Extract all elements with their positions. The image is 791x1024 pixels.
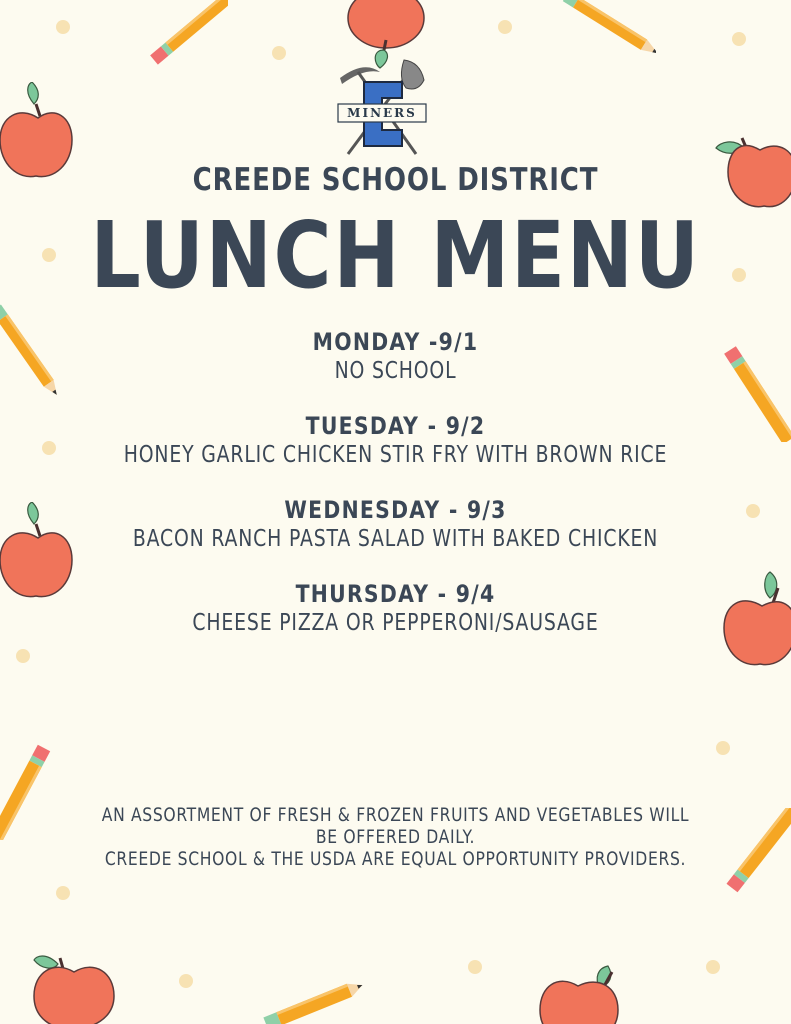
pencil-icon [722,808,791,898]
footer-line: BE OFFERED DAILY. [315,826,476,848]
day-label: MONDAY -9/1 [312,328,479,356]
apple-icon [538,964,622,1024]
logo-label: MINERS [347,106,417,120]
decor-dot [716,741,730,755]
page-title: LUNCH MENU [90,202,701,309]
menu-item-wednesday [0,495,791,553]
decor-dot [272,46,286,60]
decor-dot [56,886,70,900]
menu-item-thursday [0,579,791,637]
footer-note [71,804,720,870]
pencil-icon [0,740,56,840]
day-label: TUESDAY - 9/2 [305,412,486,440]
decor-dot [42,248,56,262]
meal-label: HONEY GARLIC CHICKEN STIR FRY WITH BROWN RICE [123,442,668,468]
decor-dot [56,20,70,34]
pencil-icon [556,0,656,60]
district-name: CREEDE SCHOOL DISTRICT [192,162,599,198]
decor-dot [179,974,193,988]
pencil-icon [262,970,366,1024]
footer-line: AN ASSORTMENT OF FRESH & FROZEN FRUITS AND VEGETABLES WILL [101,804,690,826]
day-label: WEDNESDAY - 9/3 [284,496,507,524]
meal-label: NO SCHOOL [334,358,457,384]
decor-dot [16,649,30,663]
footer-line: CREEDE SCHOOL & THE USDA ARE EQUAL OPPORTUNITY PROVIDERS. [104,848,687,870]
apple-icon [32,950,116,1024]
menu-item-monday [0,327,791,385]
decor-dot [732,32,746,46]
school-logo [334,58,430,158]
meal-label: CHEESE PIZZA OR PEPPERONI/SAUSAGE [192,610,599,636]
pencil-icon [144,0,228,68]
decor-dot [468,960,482,974]
meal-label: BACON RANCH PASTA SALAD WITH BAKED CHICKEN [132,526,659,552]
decor-dot [498,20,512,34]
decor-dot [706,960,720,974]
menu-item-tuesday [0,411,791,469]
day-label: THURSDAY - 9/4 [295,580,496,608]
